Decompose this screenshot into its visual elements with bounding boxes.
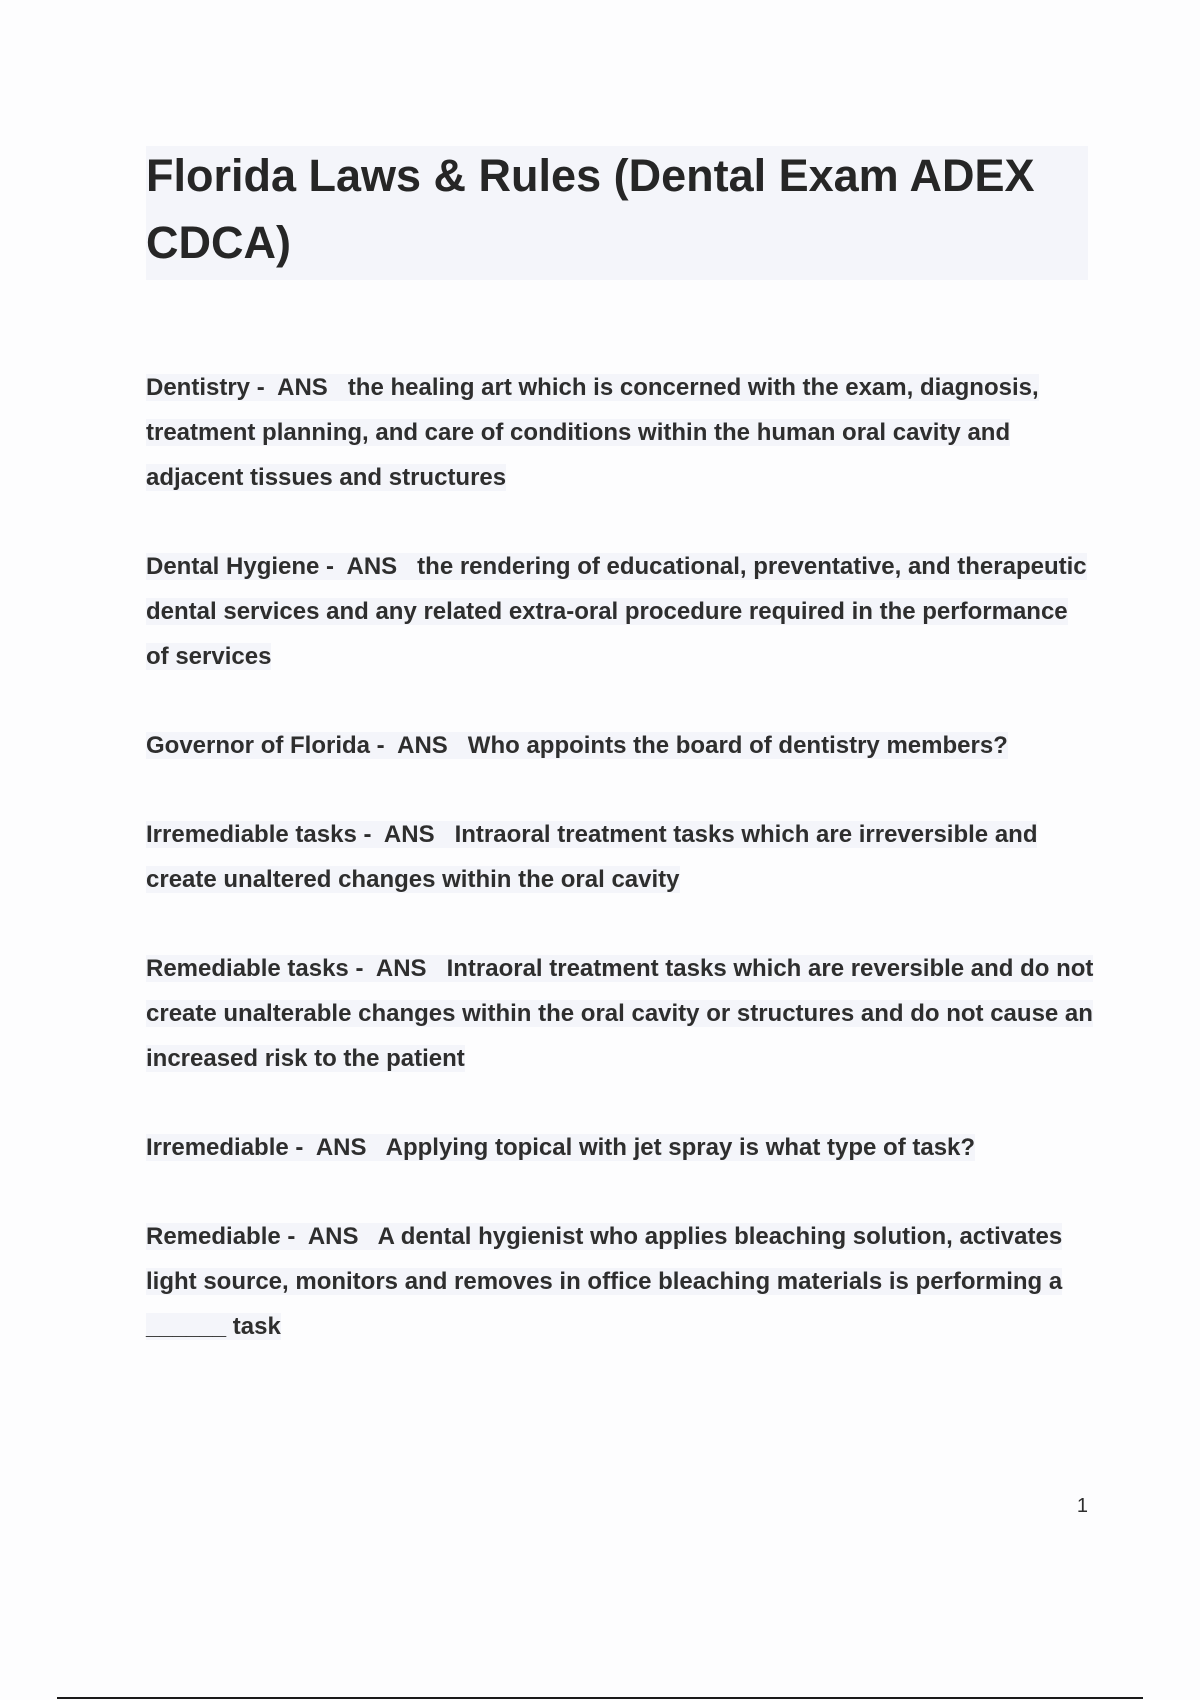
qa-item	[146, 1214, 1096, 1349]
qa-answer: Intraoral treatment tasks which are reversible and do not create unalterable changes within the oral cavity or structures and do not cause an increased risk to the patient	[146, 955, 1094, 1072]
qa-separator: - ANS	[356, 821, 455, 848]
page-number: 1	[1076, 1495, 1088, 1517]
qa-item	[146, 365, 1096, 500]
page-title: Florida Laws & Rules (Dental Exam ADEX CDCA)	[146, 150, 1035, 268]
qa-item	[146, 723, 1096, 768]
qa-separator: - ANS	[250, 374, 348, 401]
qa-item	[146, 946, 1096, 1081]
qa-term: Dental Hygiene	[146, 553, 320, 580]
qa-term: Governor of Florida	[146, 732, 371, 759]
qa-answer: Who appoints the board of dentistry members?	[467, 732, 1008, 759]
qa-term: Remediable tasks	[146, 955, 349, 982]
qa-answer: the healing art which is concerned with the exam, diagnosis, treatment planning, and care of conditions within the human oral cavity and adjacent tissues and structures	[146, 374, 1039, 491]
qa-item	[146, 812, 1096, 902]
qa-term: Remediable	[146, 1223, 281, 1250]
qa-separator: - ANS	[319, 553, 418, 580]
qa-term: Dentistry	[146, 374, 251, 401]
qa-separator: - ANS	[288, 1134, 386, 1161]
qa-separator: - ANS	[348, 955, 447, 982]
qa-item	[146, 544, 1096, 679]
qa-answer: the rendering of educational, preventative, and therapeutic dental services and any related extra-oral procedure required in the performance of services	[146, 553, 1087, 670]
qa-item	[146, 1125, 1096, 1170]
qa-answer: Applying topical with jet spray is what type of task?	[385, 1134, 976, 1161]
qa-term: Irremediable	[146, 1134, 289, 1161]
qa-answer: A dental hygienist who applies bleaching solution, activates light source, monitors and removes in office bleaching materials is performing a ______ task	[146, 1223, 1063, 1340]
qa-separator: - ANS	[280, 1223, 378, 1250]
qa-separator: - ANS	[370, 732, 468, 759]
qa-answer: Intraoral treatment tasks which are irreversible and create unaltered changes within the oral cavity	[146, 821, 1038, 893]
qa-term: Irremediable tasks	[146, 821, 357, 848]
bottom-rule	[57, 1697, 1143, 1699]
qa-list	[146, 365, 1096, 1393]
